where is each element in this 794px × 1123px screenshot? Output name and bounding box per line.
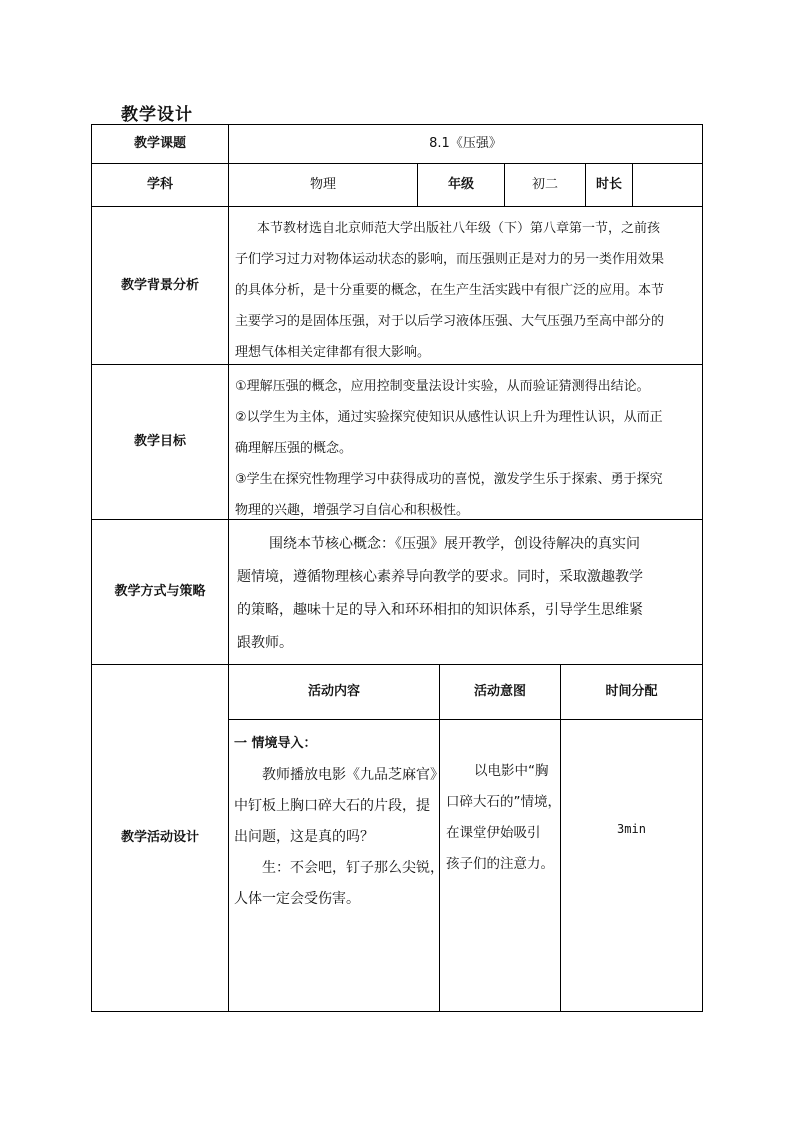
duration-label: 时长 [595,177,622,193]
goal-line: ①理解压强的概念，应用控制变量法设计实验，从而验证猜测得出结论。 [235,379,650,394]
goal-line: ③学生在探究性物理学习中获得成功的喜悦，激发学生乐于探索、勇于探究 [235,472,663,487]
strategy-line: 围绕本节核心概念：《压强》展开教学，创设待解决的真实问 [269,536,640,552]
subject-value-cell [228,163,418,207]
background-label-cell [91,206,229,365]
goal-line: 确理解压强的概念。 [235,441,353,456]
activity-intent-header: 活动意图 [473,684,526,700]
activity-time-value: 3min [617,822,646,836]
activity-time-header: 时间分配 [605,684,658,700]
duration-value-cell [632,163,703,207]
background-label: 教学背景分析 [120,277,199,293]
strategy-label-cell [91,519,229,665]
activity-intent-cell [439,719,561,1012]
goals-label: 教学目标 [133,434,186,450]
grade-value: 初二 [531,177,558,193]
activity-label-cell [91,664,229,1012]
goals-content-cell [228,364,703,520]
course-value: 8.1《压强》 [429,136,502,152]
grade-label-cell [417,163,505,207]
activity-content-line: 出问题，这是真的吗？ [234,829,374,845]
strategy-line: 题情境，遵循物理核心素养导向教学的要求。同时，采取激趣教学 [237,569,643,585]
strategy-line: 的策略，趣味十足的导入和环环相扣的知识体系，引导学生思维紧 [237,602,643,618]
activity-intent-paragraph [446,756,561,880]
activity-section-title: 一 情境导入： [234,736,317,751]
activity-content-line: 中钉板上胸口碎大石的片段，提 [234,798,430,814]
goal-line: 物理的兴趣，增强学习自信心和积极性。 [235,503,470,518]
subject-label-cell [91,163,229,207]
course-label: 教学课题 [133,136,186,152]
strategy-label: 教学方式与策略 [114,584,206,600]
activity-intent-line: 孩子们的注意力。 [446,856,554,872]
course-label-cell [91,124,229,164]
activity-content-cell [228,719,444,1012]
activity-content-header-cell [228,664,440,720]
grade-label: 年级 [447,177,474,193]
background-line: 理想气体相关定律都有很大影响。 [235,345,431,360]
activity-intent-line: 在课堂伊始吸引 [446,825,541,841]
goal-line: ②以学生为主体，通过实验探究使知识从感性认识上升为理性认识，从而正 [235,410,663,425]
grade-value-cell [504,163,586,207]
strategy-line: 跟教师。 [237,635,293,651]
activity-time-cell [560,719,703,1012]
duration-label-cell [585,163,633,207]
activity-intent-line: 口碎大石的”情境， [446,794,561,810]
background-line: 的具体分析，是十分重要的概念，在生产生活实践中有很广泛的应用。本节 [235,283,665,298]
activity-intent-header-cell [439,664,561,720]
document-title: 教学设计 [121,105,193,125]
activity-label: 教学活动设计 [120,830,199,846]
activity-content-line: 生：不会吧，钉子那么尖锐， [262,860,444,876]
background-line: 本节教材选自北京师范大学出版社八年级（下）第八章第一节，之前孩 [257,221,661,236]
strategy-paragraph [237,528,643,660]
background-line: 子们学习过力对物体运动状态的影响，而压强则正是对力的另一类作用效果 [235,252,665,267]
background-line: 主要学习的是固体压强，对于以后学习液体压强、大气压强乃至高中部分的 [235,314,665,329]
activity-time-header-cell [560,664,703,720]
activity-content-line: 教师播放电影《九品芝麻官》 [262,767,444,783]
course-value-cell [228,124,703,164]
goals-paragraph [235,371,663,526]
activity-content-header: 活动内容 [307,684,360,700]
background-paragraph [235,213,664,368]
background-content-cell [228,206,703,365]
activity-intent-line: 以电影中“胸 [474,763,549,779]
activity-content-paragraph [234,760,444,915]
strategy-content-cell [228,519,703,665]
activity-content-line: 人体一定会受伤害。 [234,891,360,907]
subject-value: 物理 [309,177,336,193]
subject-label: 学科 [146,177,173,193]
goals-label-cell [91,364,229,520]
